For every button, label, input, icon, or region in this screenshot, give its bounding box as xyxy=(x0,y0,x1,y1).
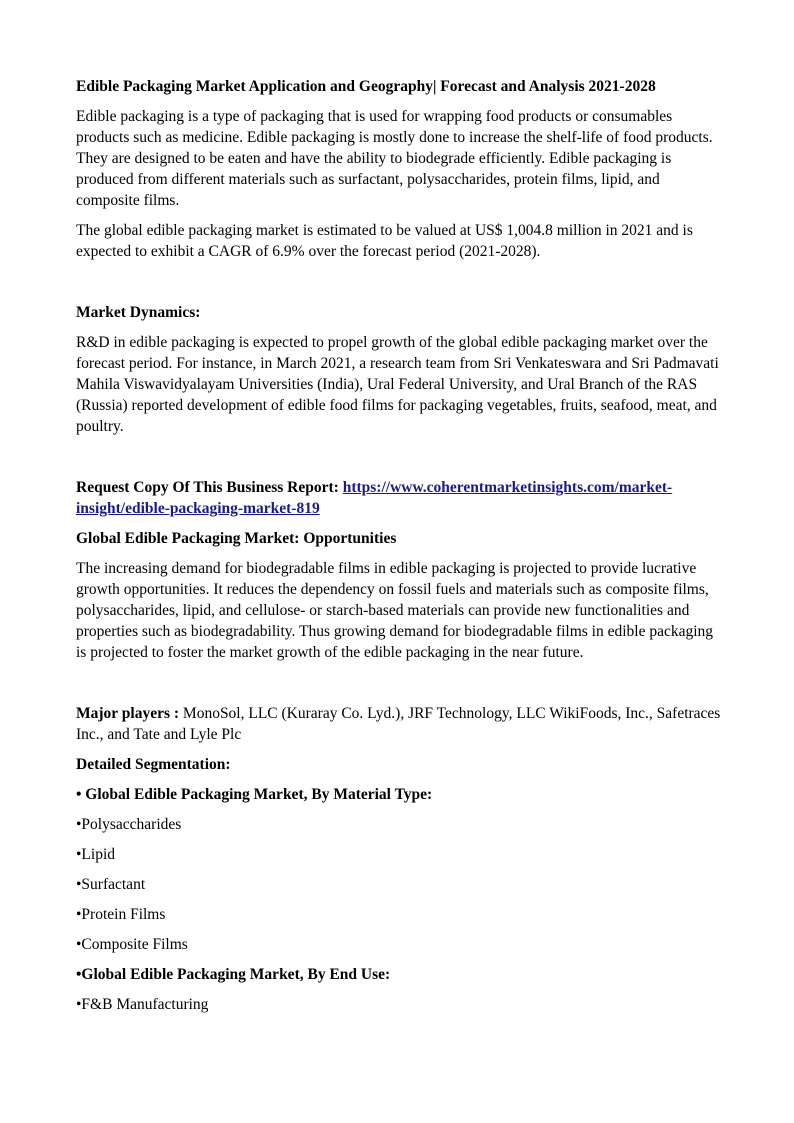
list-item: •Protein Films xyxy=(76,906,166,923)
spacer xyxy=(76,446,722,477)
segmentation-heading: Detailed Segmentation: xyxy=(76,756,231,773)
intro-paragraph-2: The global edible packaging market is estimated to be valued at US$ 1,004.8 million in 2021 and is expected to exhibit a CAGR of 6.9% over the forecast period (2021-2028). xyxy=(76,222,693,260)
list-item: •F&B Manufacturing xyxy=(76,996,209,1013)
market-dynamics-heading: Market Dynamics: xyxy=(76,304,201,321)
request-copy-line xyxy=(76,477,722,519)
document-page xyxy=(76,76,722,1024)
major-players-label: Major players : xyxy=(76,705,183,722)
opportunities-heading: Global Edible Packaging Market: Opportunities xyxy=(76,530,397,547)
list-item: •Lipid xyxy=(76,846,116,863)
material-type-heading: • Global Edible Packaging Market, By Material Type: xyxy=(76,786,433,803)
spacer xyxy=(76,672,722,703)
list-item: •Polysaccharides xyxy=(76,816,182,833)
list-item: •Composite Films xyxy=(76,936,188,953)
request-copy-label: Request Copy Of This Business Report: xyxy=(76,479,343,496)
major-players-line xyxy=(76,703,722,745)
end-use-heading: •Global Edible Packaging Market, By End Use: xyxy=(76,966,391,983)
major-players-text: MonoSol, LLC (Kuraray Co. Lyd.), JRF Technology, LLC WikiFoods, Inc., Safetraces Inc., and Tate and Lyle Plc xyxy=(76,705,721,743)
report-link[interactable]: https://www.coherentmarketinsights.com/market-insight/edible-packaging-market-819 xyxy=(76,479,673,517)
spacer xyxy=(76,271,722,302)
list-item: •Surfactant xyxy=(76,876,146,893)
document-title: Edible Packaging Market Application and Geography| Forecast and Analysis 2021-2028 xyxy=(76,78,656,95)
opportunities-body: The increasing demand for biodegradable films in edible packaging is projected to provide lucrative growth opportunities. It reduces the dependency on fossil fuels and materials such as composite films, polysaccharides, lipid, and cellulose- or starch-based materials can provide new functionalities and properties such as biodegradability. Thus growing demand for biodegradable films in edible packaging is projected to foster the market growth of the edible packaging in the near future. xyxy=(76,560,714,661)
intro-paragraph-1: Edible packaging is a type of packaging that is used for wrapping food products or consumables products such as medicine. Edible packaging is mostly done to increase the shelf-life of food products. They are designed to be eaten and have the ability to biodegrade efficiently. Edible packaging is produced from different materials such as surfactant, polysaccharides, protein films, lipid, and composite films. xyxy=(76,108,713,209)
market-dynamics-body: R&D in edible packaging is expected to propel growth of the global edible packaging market over the forecast period. For instance, in March 2021, a research team from Sri Venkateswara and Sri Padmavati Mahila Viswavidyalayam Universities (India), Ural Federal University, and Ural Branch of the RAS (Russia) reported development of edible food films for packaging vegetables, fruits, seafood, meat, and poultry. xyxy=(76,334,719,435)
